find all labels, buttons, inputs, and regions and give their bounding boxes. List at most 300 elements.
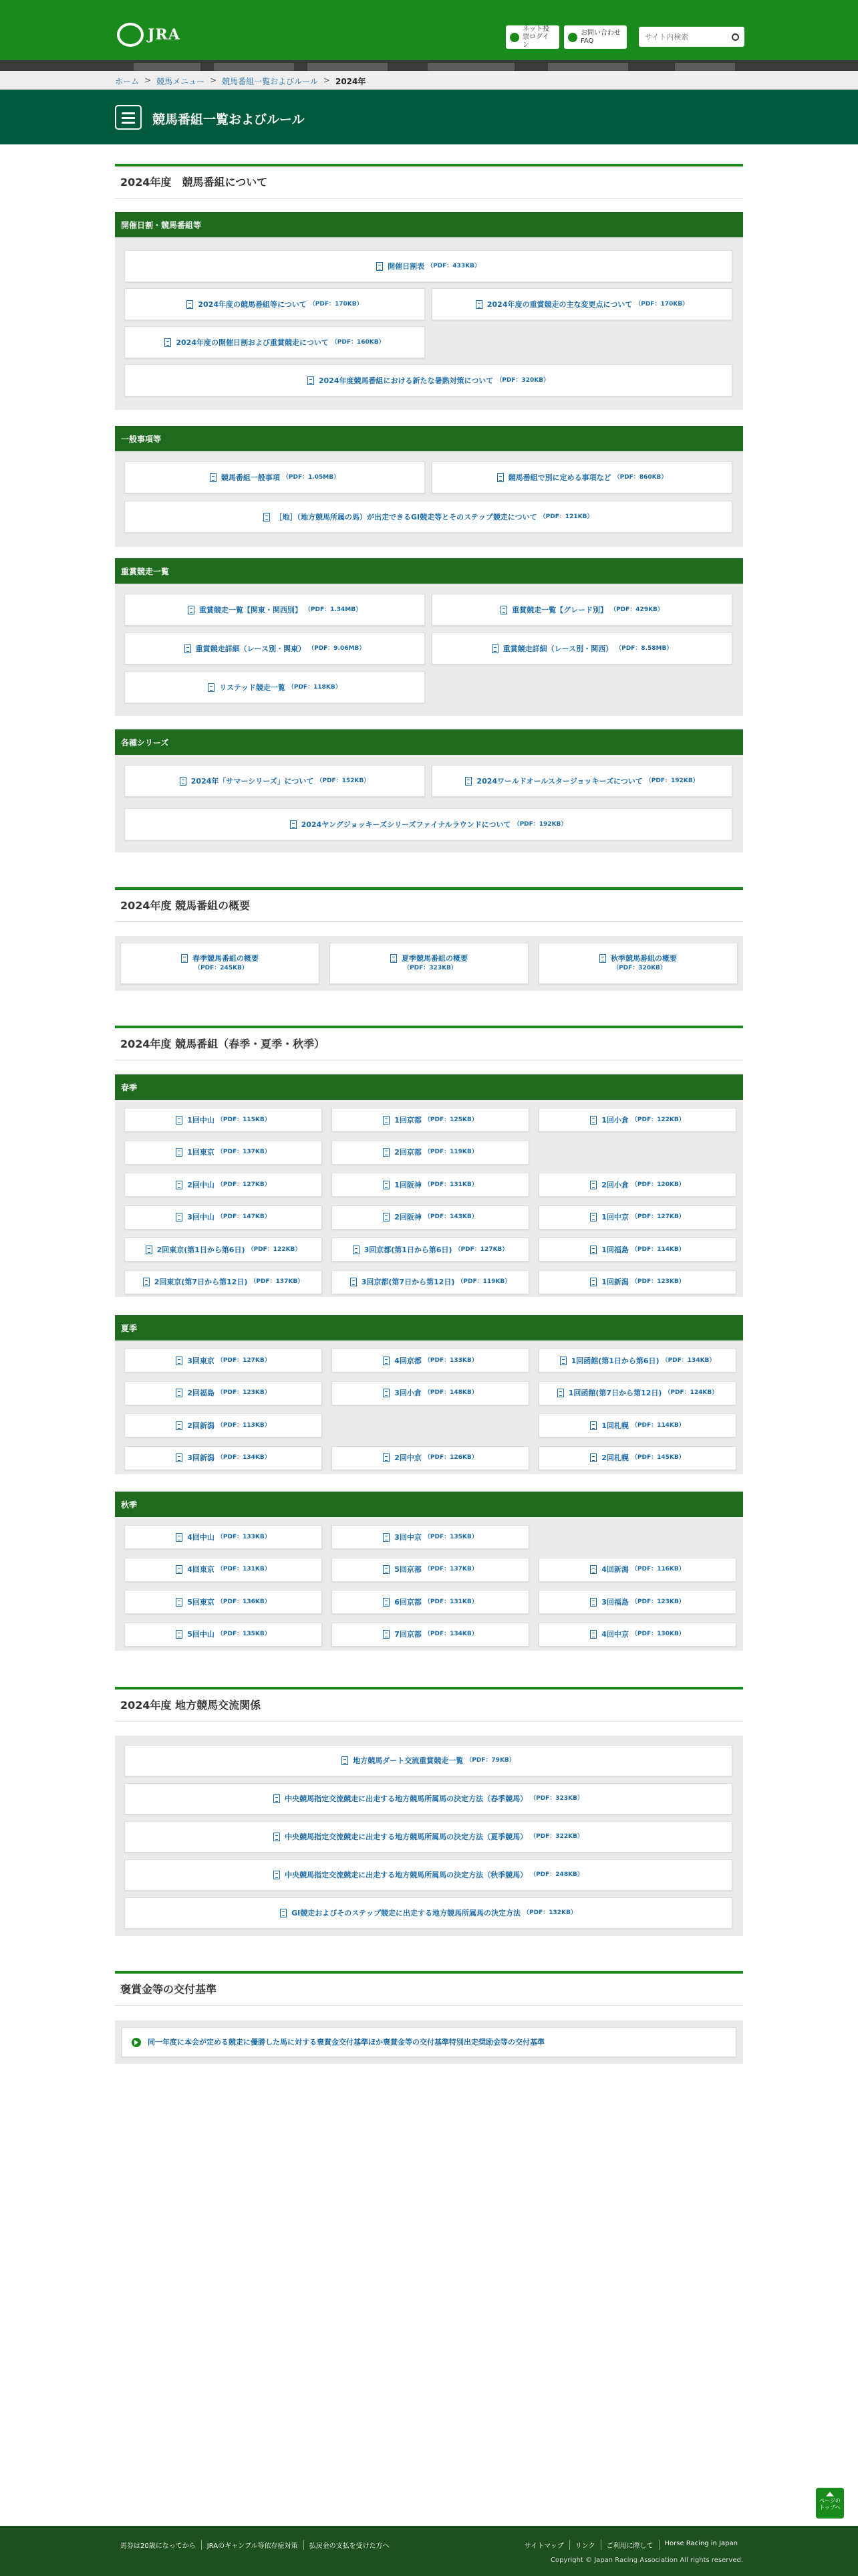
spring-card [115, 1100, 743, 1297]
search-input[interactable] [639, 27, 726, 47]
pdf-link[interactable] [539, 1558, 736, 1582]
link-label: 3回中京 [394, 1532, 422, 1542]
breadcrumb-separator: > [144, 76, 152, 85]
file-size: （PDF：320KB） [496, 376, 550, 384]
pdf-link[interactable] [331, 1141, 529, 1165]
link-label: 3回福島 [601, 1597, 629, 1607]
link-label: 重賞競走一覧【グレード別】 [512, 605, 608, 614]
file-size: （PDF：135KB） [217, 1631, 271, 1637]
section-title-seasons: 2024年度 競馬番組（春季・夏季・秋季） [115, 1026, 743, 1060]
file-size: （PDF：122KB） [631, 1116, 685, 1123]
file-size: （PDF：131KB） [424, 1598, 478, 1605]
link-label: 中央競馬指定交流競走に出走する地方競馬所属馬の決定方法（春季競馬） [285, 1794, 528, 1803]
pdf-link[interactable] [539, 1349, 736, 1373]
footer-link[interactable]: リンク [569, 2540, 601, 2550]
pdf-icon [383, 1565, 390, 1574]
pdf-icon [383, 1630, 390, 1639]
link-label: 4回東京 [187, 1565, 214, 1574]
pdf-icon [353, 1246, 360, 1254]
link-label: 1回中山 [187, 1115, 214, 1125]
file-size: （PDF：429KB） [610, 606, 664, 613]
pdf-icon [500, 606, 507, 614]
link-label: 2回東京(第7日から第12日) [154, 1278, 248, 1286]
pdf-link[interactable] [124, 326, 425, 358]
nav-item[interactable] [214, 63, 294, 71]
file-size: （PDF：126KB） [424, 1454, 478, 1461]
pdf-icon [465, 777, 472, 786]
nav-item[interactable] [675, 63, 735, 71]
nav-item[interactable] [134, 63, 200, 71]
page-top-label: ページの トップへ [819, 2498, 841, 2510]
pdf-icon [492, 645, 498, 653]
lock-icon [510, 33, 519, 42]
pdf-icon [590, 1565, 597, 1574]
pdf-link[interactable] [124, 1173, 322, 1197]
pdf-link[interactable] [124, 1590, 322, 1614]
section-title-local: 2024年度 地方競馬交流関係 [115, 1687, 743, 1722]
link-label: リステッド競走一覧 [219, 683, 285, 692]
pdf-link[interactable] [432, 288, 732, 320]
pdf-icon [176, 1565, 182, 1574]
horseshoe-logo-icon [117, 23, 144, 47]
file-size: （PDF：323KB） [404, 965, 457, 971]
file-size: （PDF：131KB） [424, 1181, 478, 1188]
group-header: 一般事項等 [115, 426, 743, 451]
pdf-link[interactable] [331, 1238, 529, 1262]
pdf-icon [181, 954, 188, 963]
pdf-icon [176, 1148, 182, 1157]
file-size: （PDF：116KB） [631, 1566, 685, 1572]
pdf-icon [307, 376, 314, 385]
file-size: （PDF：113KB） [217, 1421, 271, 1429]
pdf-icon [599, 954, 606, 963]
file-size: （PDF：192KB） [645, 777, 699, 784]
pdf-link[interactable] [124, 1859, 732, 1891]
group-header: 各種シリーズ [115, 729, 743, 755]
file-size: （PDF：860KB） [613, 473, 668, 481]
link-label: 5回東京 [187, 1597, 214, 1607]
autumn-card [115, 1517, 743, 1651]
link-label: 4回新潟 [601, 1565, 629, 1574]
pdf-icon [376, 262, 383, 271]
link-label: 3回京都(第1日から第6日) [364, 1245, 452, 1254]
file-size: （PDF：1.34MB） [304, 606, 362, 613]
link-label: 5回京都 [394, 1565, 422, 1574]
pdf-link[interactable] [539, 943, 738, 984]
pdf-link[interactable] [124, 1623, 322, 1647]
pdf-link[interactable] [124, 1745, 732, 1776]
pdf-link[interactable] [331, 1623, 529, 1647]
link-label: 1回札幌 [601, 1421, 629, 1430]
link-label: 2回小倉 [601, 1180, 629, 1189]
link-label: 2回福島 [187, 1389, 214, 1397]
link-label: 1回福島 [601, 1245, 629, 1254]
search-button[interactable] [726, 27, 744, 47]
pdf-icon [176, 1357, 182, 1365]
pdf-link[interactable] [124, 1783, 732, 1814]
pdf-link[interactable] [331, 1349, 529, 1373]
pdf-link[interactable] [124, 1238, 322, 1262]
link-label: 地方競馬ダート交流重賞競走一覧 [353, 1756, 464, 1765]
file-size: （PDF：248KB） [530, 1871, 583, 1878]
pdf-icon [146, 1246, 152, 1254]
link-label: 2回東京(第1日から第6日) [156, 1245, 245, 1254]
pdf-icon [176, 1421, 182, 1430]
file-size: （PDF：123KB） [631, 1278, 685, 1285]
pdf-icon [590, 1116, 597, 1125]
link-label: 1回京都 [394, 1115, 422, 1125]
pdf-link[interactable] [124, 1525, 322, 1549]
breadcrumb-separator: > [323, 76, 330, 85]
pdf-link[interactable] [539, 1623, 736, 1647]
link-label: 3回京都(第7日から第12日) [361, 1278, 455, 1286]
file-size: （PDF：127KB） [454, 1246, 509, 1253]
pdf-link[interactable] [124, 632, 425, 665]
breadcrumb [0, 71, 858, 90]
link-label: 2024年度の開催日割および重賞競走について [176, 338, 329, 347]
link-label: 2024ワールドオールスタージョッキーズについて [476, 776, 643, 786]
copyright: Copyright © Japan Racing Association All rights reserved. [551, 2557, 743, 2564]
pdf-icon [383, 1213, 390, 1221]
pdf-icon [186, 300, 193, 309]
file-size: （PDF：135KB） [424, 1533, 478, 1540]
pdf-icon [143, 1278, 150, 1286]
link-label: 夏季競馬番組の概要 [402, 954, 468, 963]
link-label: 2回中京 [394, 1453, 422, 1462]
pdf-link[interactable] [539, 1173, 736, 1197]
pdf-link[interactable] [124, 1821, 732, 1853]
pdf-icon [590, 1630, 597, 1639]
overview-card [115, 936, 743, 991]
contact-faq-button[interactable] [564, 25, 627, 49]
breadcrumb-separator: > [210, 76, 217, 85]
link-label: 中央競馬指定交流競走に出走する地方競馬所属馬の決定方法（夏季競馬） [285, 1833, 528, 1841]
pdf-link[interactable] [124, 808, 732, 840]
pdf-link[interactable] [124, 671, 425, 703]
pdf-link[interactable] [331, 1590, 529, 1614]
local-card [115, 1736, 743, 1936]
link-label: 1回東京 [187, 1148, 214, 1157]
pdf-link[interactable] [432, 765, 732, 797]
footer-links-left [115, 2540, 395, 2550]
pdf-icon [497, 473, 504, 482]
pdf-icon [176, 1533, 182, 1542]
pdf-link[interactable] [124, 1897, 732, 1929]
pdf-link[interactable] [124, 1141, 322, 1165]
pdf-link[interactable] [331, 1558, 529, 1582]
pdf-link[interactable] [331, 1270, 529, 1294]
pdf-icon [590, 1421, 597, 1430]
file-size: （PDF：145KB） [631, 1454, 685, 1461]
prize-link[interactable] [122, 2027, 736, 2057]
pdf-link[interactable] [432, 632, 732, 665]
link-label: 開催日割表 [388, 261, 425, 271]
file-size: （PDF：130KB） [631, 1631, 685, 1637]
file-size: （PDF：114KB） [631, 1246, 685, 1253]
link-label: 2回新潟 [187, 1421, 214, 1430]
pdf-icon [557, 1389, 564, 1397]
pdf-icon [341, 1756, 348, 1765]
link-label: 1回函館(第7日から第12日) [568, 1389, 662, 1397]
section-title-overview: 2024年度 競馬番組の概要 [115, 887, 743, 922]
pdf-icon [590, 1246, 597, 1254]
jra-logo[interactable] [117, 23, 180, 47]
file-size: （PDF：8.58MB） [615, 645, 673, 652]
link-label: 2024年度の重賞競走の主な変更点について [486, 300, 633, 309]
footer-link[interactable]: JRAのギャンブル等依存症対策 [201, 2540, 303, 2550]
pdf-link[interactable] [331, 1525, 529, 1549]
pdf-link[interactable] [124, 250, 732, 282]
pdf-icon [280, 1909, 287, 1917]
link-label: 同一年度に本会が定める競走に優勝した馬に対する褒賞金交付基準ほか褒賞金等の交付基準特別出走奨励金等の交付基準 [148, 2038, 545, 2046]
file-size: （PDF：147KB） [217, 1213, 271, 1220]
file-size: （PDF：137KB） [424, 1566, 478, 1572]
pdf-icon [560, 1357, 567, 1365]
arrow-up-icon [826, 2492, 834, 2496]
pdf-icon [176, 1116, 182, 1125]
pdf-link[interactable] [539, 1381, 736, 1405]
link-label: 7回京都 [394, 1630, 422, 1639]
pdf-link[interactable] [120, 943, 319, 984]
pdf-link[interactable] [124, 288, 425, 320]
group-header: 重賞競走一覧 [115, 558, 743, 584]
breadcrumb-list[interactable]: 競馬番組一覧およびルール [222, 77, 318, 86]
pdf-icon [273, 1794, 280, 1803]
link-label: 春季競馬番組の概要 [192, 954, 259, 963]
pdf-link[interactable] [329, 943, 529, 984]
file-size: （PDF：322KB） [530, 1833, 583, 1840]
link-label: 競馬番組で別に定める事項など [508, 473, 611, 482]
pdf-link[interactable] [539, 1238, 736, 1262]
pdf-link[interactable] [124, 1381, 322, 1405]
link-label: 競馬番組一般事項 [221, 473, 280, 482]
pdf-icon [176, 1213, 182, 1221]
question-icon [568, 33, 577, 42]
file-size: （PDF：123KB） [631, 1598, 685, 1605]
pdf-link[interactable] [124, 594, 425, 626]
file-size: （PDF：115KB） [217, 1116, 271, 1123]
pdf-link[interactable] [539, 1108, 736, 1132]
file-size: （PDF：137KB） [217, 1149, 271, 1155]
group-header: 開催日割・競馬番組等 [115, 212, 743, 237]
footer-link[interactable]: 払戻金の支払を受けた方へ [303, 2540, 395, 2550]
link-label: 4回中山 [187, 1532, 214, 1542]
global-nav [0, 60, 858, 71]
file-size: （PDF：127KB） [631, 1213, 685, 1220]
pdf-link[interactable] [539, 1446, 736, 1470]
file-size: （PDF：136KB） [217, 1598, 271, 1605]
link-label: 2024年「サマーシリーズ」について [190, 776, 314, 786]
pdf-link[interactable] [124, 1205, 322, 1230]
pdf-icon [383, 1598, 390, 1607]
group-header-spring: 春季 [115, 1074, 743, 1100]
link-card [115, 755, 743, 852]
link-label: 2回京都 [394, 1148, 422, 1157]
link-label: 秋季競馬番組の概要 [611, 954, 677, 963]
pdf-icon [176, 1389, 182, 1397]
pdf-icon [164, 338, 171, 347]
file-size: （PDF：170KB） [635, 300, 689, 308]
prize-card [115, 2020, 743, 2064]
file-size: （PDF：433KB） [427, 262, 480, 269]
file-size: （PDF：133KB） [424, 1357, 478, 1364]
pdf-link[interactable] [124, 1446, 322, 1470]
link-label: 1回小倉 [601, 1115, 629, 1125]
pdf-link[interactable] [539, 1270, 736, 1294]
pdf-icon [590, 1181, 597, 1189]
site-header [0, 0, 858, 60]
link-label: 重賞競走一覧【関東・関西別】 [198, 605, 302, 614]
pdf-icon [590, 1213, 597, 1221]
file-size: （PDF：119KB） [457, 1278, 511, 1285]
link-label: GI競走およびそのステップ競走に出走する地方競馬所属馬の決定方法 [291, 1909, 521, 1917]
link-label: 1回阪神 [394, 1180, 422, 1189]
pdf-icon [383, 1389, 390, 1397]
nav-item[interactable] [548, 63, 628, 71]
link-label: 3回小倉 [394, 1389, 422, 1397]
pdf-link[interactable] [331, 1108, 529, 1132]
pdf-icon [273, 1833, 280, 1841]
file-size: （PDF：127KB） [217, 1181, 271, 1188]
pdf-link[interactable] [432, 461, 732, 493]
pdf-link[interactable] [124, 1413, 322, 1437]
pdf-icon [208, 683, 214, 692]
pdf-link[interactable] [331, 1381, 529, 1405]
pdf-link[interactable] [331, 1205, 529, 1230]
summer-card [115, 1340, 743, 1474]
pdf-link[interactable] [432, 594, 732, 626]
breadcrumb-home[interactable]: ホーム [115, 77, 140, 86]
nav-item[interactable] [428, 63, 515, 71]
file-size: （PDF：143KB） [424, 1213, 478, 1220]
pdf-link[interactable] [124, 1558, 322, 1582]
link-label: 重賞競走詳細（レース別・関東） [195, 644, 306, 653]
file-size: （PDF：119KB） [424, 1149, 478, 1155]
link-label: 2024年度競馬番組における新たな暑熱対策について [318, 376, 494, 385]
link-label: 4回中京 [601, 1630, 629, 1639]
login-label: ネット投票ログイン [523, 25, 549, 49]
pdf-link[interactable] [124, 501, 732, 533]
pdf-icon [590, 1453, 597, 1462]
pdf-icon [383, 1181, 390, 1189]
pdf-icon [184, 645, 191, 653]
pdf-icon [383, 1357, 390, 1365]
pdf-link[interactable] [331, 1173, 529, 1197]
link-label: 重賞競走詳細（レース別・関西） [503, 644, 613, 653]
pdf-icon [350, 1278, 357, 1286]
pdf-icon [176, 1598, 182, 1607]
link-card [115, 451, 743, 547]
pdf-icon [263, 513, 270, 521]
file-size: （PDF：9.06MB） [308, 645, 366, 652]
file-size: （PDF：323KB） [530, 1795, 583, 1802]
link-label: 4回京都 [394, 1356, 422, 1365]
site-search [639, 27, 744, 47]
pdf-link[interactable] [124, 765, 425, 797]
link-label: 2回阪神 [394, 1213, 422, 1221]
help-label: お問い合わせFAQ [581, 29, 621, 45]
logo-text: JRA [148, 26, 180, 43]
pdf-link[interactable] [124, 364, 732, 396]
pdf-icon [590, 1598, 597, 1607]
pdf-icon [390, 954, 397, 963]
file-size: （PDF：131KB） [217, 1566, 271, 1572]
file-size: （PDF：1.05MB） [282, 473, 340, 481]
section-title-about: 2024年度 競馬番組について [115, 164, 743, 199]
pdf-icon [273, 1871, 280, 1879]
pdf-link[interactable] [124, 1108, 322, 1132]
file-size: （PDF：152KB） [316, 777, 370, 784]
pdf-icon [188, 606, 194, 614]
file-size: （PDF：132KB） [523, 1909, 577, 1916]
pdf-icon [290, 820, 297, 829]
file-size: （PDF：134KB） [424, 1631, 478, 1637]
file-size: （PDF：79KB） [466, 1757, 515, 1764]
breadcrumb-current: 2024年 [335, 77, 366, 86]
pdf-link[interactable] [539, 1413, 736, 1437]
footer-link[interactable]: Horse Racing in Japan [659, 2540, 743, 2550]
arrow-circle-icon [132, 2038, 141, 2047]
pdf-link[interactable] [124, 461, 425, 493]
footer-links-right [519, 2540, 743, 2550]
link-card [115, 237, 743, 410]
file-size: （PDF：320KB） [613, 965, 666, 971]
file-size: （PDF：245KB） [194, 965, 248, 971]
file-size: （PDF：127KB） [217, 1357, 271, 1364]
file-size: （PDF：123KB） [217, 1389, 271, 1396]
link-label: 1回函館(第1日から第6日) [571, 1356, 660, 1365]
file-size: （PDF：148KB） [424, 1389, 478, 1396]
pdf-link[interactable] [124, 1270, 322, 1294]
file-size: （PDF：118KB） [287, 683, 341, 691]
pdf-icon [383, 1116, 390, 1125]
pdf-link[interactable] [331, 1446, 529, 1470]
footer-link[interactable]: 馬券は20歳になってから [120, 2543, 196, 2550]
link-label: 3回新潟 [187, 1453, 214, 1462]
pdf-icon [176, 1453, 182, 1462]
link-label: 3回中山 [187, 1213, 214, 1221]
pdf-icon [383, 1453, 390, 1462]
pdf-icon [383, 1148, 390, 1157]
link-label: 1回中京 [601, 1213, 629, 1221]
file-size: （PDF：122KB） [247, 1246, 301, 1253]
page-top-button[interactable] [816, 2488, 844, 2519]
page-title: 競馬番組一覧およびルール [152, 112, 305, 127]
pdf-icon [590, 1278, 597, 1286]
pdf-link[interactable] [539, 1205, 736, 1230]
link-label: 2回中山 [187, 1180, 214, 1189]
footer-link[interactable]: サイトマップ [524, 2543, 564, 2550]
breadcrumb-menu[interactable]: 競馬メニュー [156, 77, 205, 86]
pdf-link[interactable] [124, 1349, 322, 1373]
file-size: （PDF：120KB） [631, 1181, 685, 1188]
pdf-icon [176, 1181, 182, 1189]
file-size: （PDF：125KB） [424, 1116, 478, 1123]
nav-item[interactable] [307, 63, 388, 71]
link-label: 中央競馬指定交流競走に出走する地方競馬所属馬の決定方法（秋季競馬） [285, 1871, 528, 1879]
pdf-icon [176, 1630, 182, 1639]
site-footer [0, 2526, 858, 2576]
pdf-icon [210, 473, 217, 482]
link-card [115, 584, 743, 716]
file-size: （PDF：134KB） [217, 1454, 271, 1461]
pdf-link[interactable] [539, 1590, 736, 1614]
link-label: 3回東京 [187, 1356, 214, 1365]
group-header-summer: 夏季 [115, 1315, 743, 1340]
footer-link[interactable]: ご利用に際して [601, 2540, 659, 2550]
pdf-icon [180, 777, 186, 786]
net-vote-login-button[interactable] [506, 25, 559, 49]
